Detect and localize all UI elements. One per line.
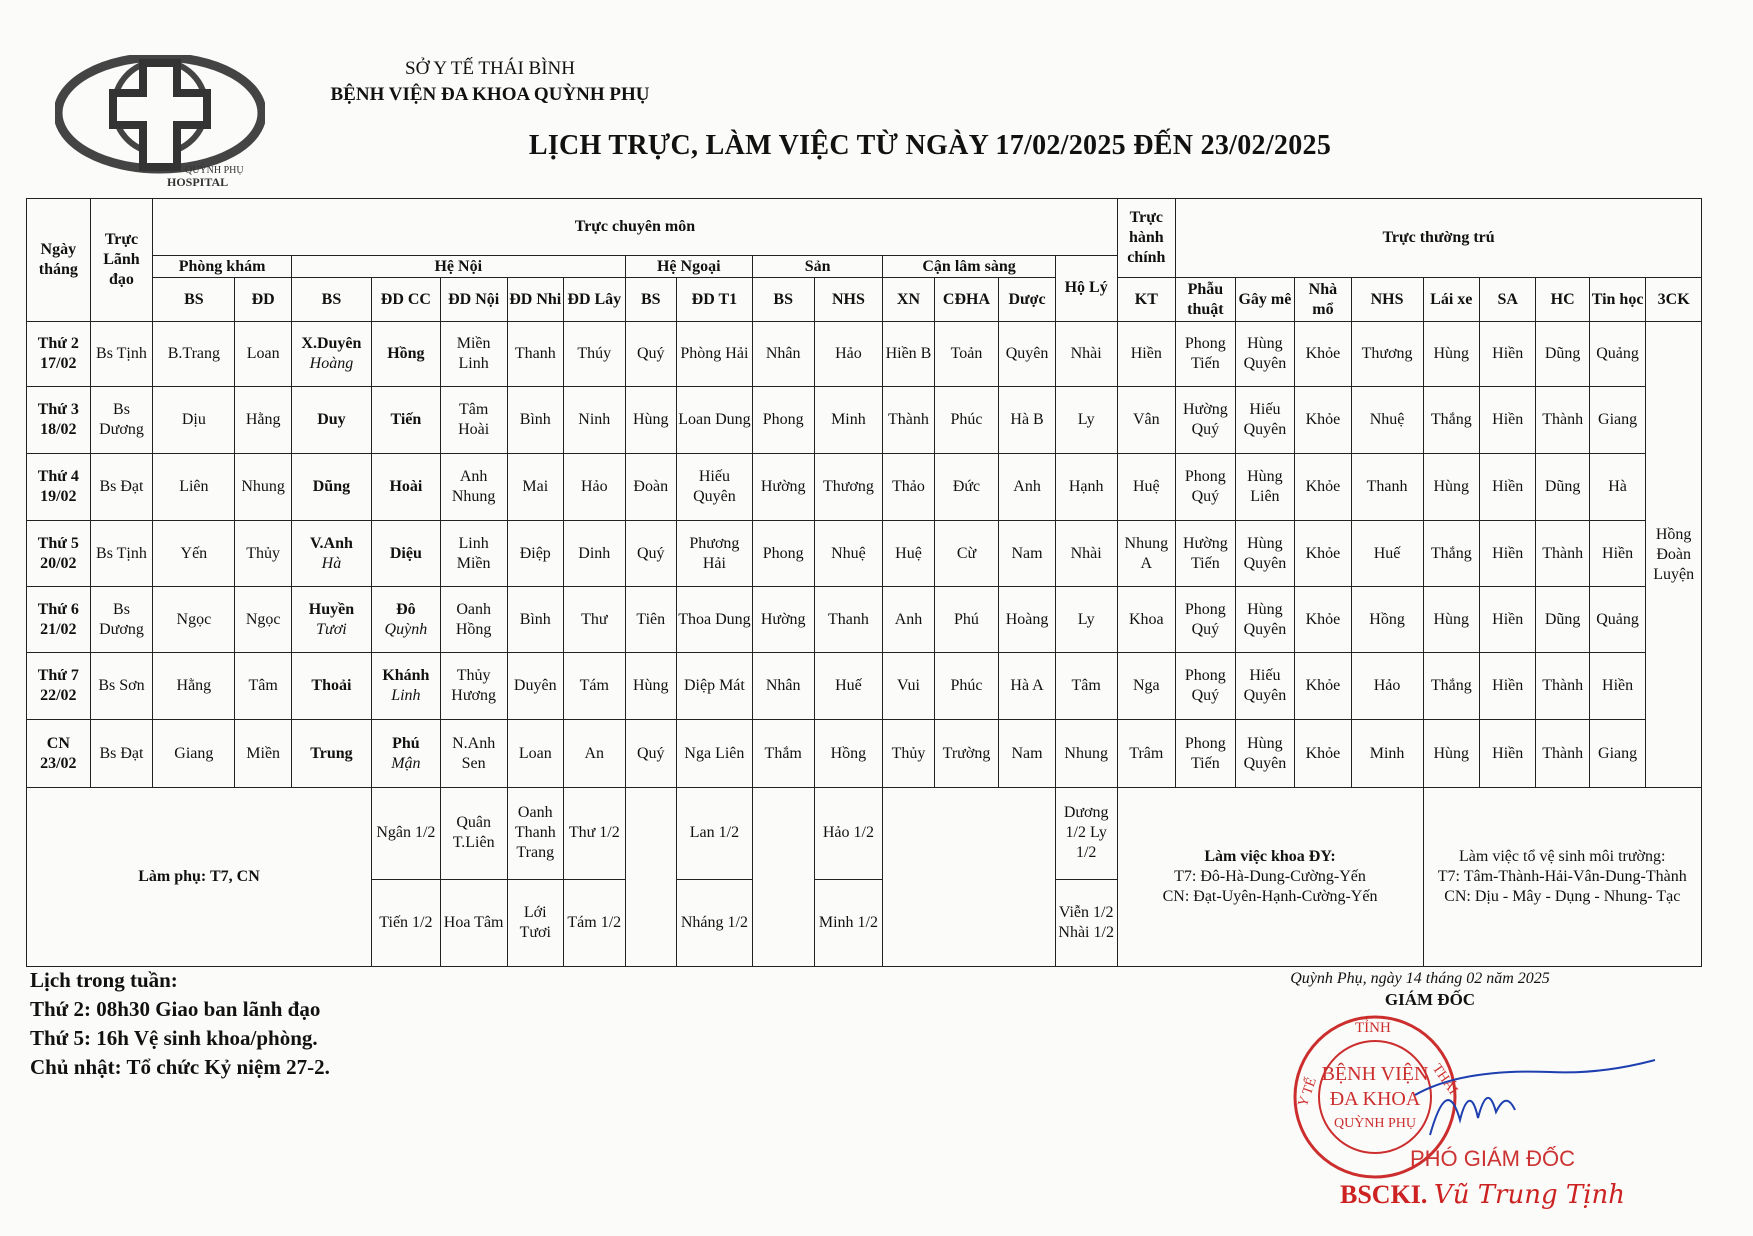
cell: Minh: [814, 386, 883, 453]
row-lead: Bs Đạt: [90, 720, 153, 788]
cell: Anh: [999, 453, 1055, 520]
cell: Vui: [883, 653, 934, 720]
cell: Thanh: [1351, 453, 1423, 520]
cell: Diệp Mát: [676, 653, 752, 720]
stamp-left: Y TẾ: [1295, 1075, 1320, 1110]
cell: Hiền: [1479, 386, 1535, 453]
row-day: Thứ 3 18/02: [27, 386, 91, 453]
table-row: [27, 653, 1702, 720]
col-gay-me: Gây mê: [1235, 278, 1295, 322]
col-san-bs: BS: [752, 278, 814, 322]
cell: Toản: [934, 321, 999, 386]
col-tin-hoc: Tin học: [1589, 278, 1645, 322]
header-resident-duty: Trực thường trú: [1176, 199, 1702, 278]
cell: Hùng: [1423, 453, 1479, 520]
weekly-title: Lịch trong tuần:: [30, 968, 178, 992]
cell: Duy: [291, 386, 371, 453]
weekly-schedule: [30, 966, 330, 1082]
cell: Loan Dung: [676, 386, 752, 453]
col-kt: KT: [1117, 278, 1176, 322]
col-3ck: 3CK: [1646, 278, 1702, 322]
cell: Hùng: [625, 386, 676, 453]
org-line-1: SỞ Y TẾ THÁI BÌNH: [405, 58, 575, 79]
col-hc: HC: [1536, 278, 1589, 322]
cell: Hiền: [1479, 521, 1535, 587]
cell: Điệp: [507, 521, 563, 587]
cell: Hiền: [1589, 653, 1645, 720]
col-3ck-value: Hồng Đoàn Luyện: [1646, 321, 1702, 787]
cell: Nhài: [1055, 321, 1117, 386]
row-day: Thứ 2 17/02: [27, 321, 91, 386]
cell: Hồng: [814, 720, 883, 788]
cell: Nhài: [1055, 521, 1117, 587]
cell: Nháng 1/2: [676, 879, 752, 966]
khoa-dy-box: [1117, 788, 1423, 967]
cell: Dinh: [563, 521, 625, 587]
table-row: [27, 453, 1702, 520]
row-lead: Bs Dương: [90, 386, 153, 453]
stamp-line-2: ĐA KHOA: [1329, 1088, 1421, 1110]
ve-sinh-box: [1423, 788, 1701, 967]
group-obstetrics: Sản: [752, 255, 882, 277]
cell: Phong Tiến: [1176, 321, 1236, 386]
cell: Tâm: [235, 653, 291, 720]
cell: Nam: [999, 720, 1055, 788]
cell: Thư 1/2: [563, 788, 625, 879]
cell: Đoàn: [625, 453, 676, 520]
cell: Ninh: [563, 386, 625, 453]
row-lead: Bs Tịnh: [90, 521, 153, 587]
cell: Thành: [1536, 720, 1589, 788]
cell: Phong: [752, 521, 814, 587]
cell: N.Anh Sen: [440, 720, 507, 788]
cell: Ly: [1055, 587, 1117, 653]
cell: Dịu: [153, 386, 235, 453]
cell: Trung: [291, 720, 371, 788]
cell: Huệ: [1117, 453, 1176, 520]
cell: Phúc: [934, 653, 999, 720]
cell: Hà: [1589, 453, 1645, 520]
cell: Hùng: [1423, 587, 1479, 653]
row-lead: Bs Sơn: [90, 653, 153, 720]
weekly-line-3: Chủ nhật: Tổ chức Kỷ niệm 27-2.: [30, 1055, 330, 1079]
group-paraclinical: Cận lâm sàng: [883, 255, 1055, 277]
cell: Phương Hải: [676, 521, 752, 587]
col-nhs: NHS: [1351, 278, 1423, 322]
cell: Ngân 1/2: [371, 788, 440, 879]
cell: Hoa Tâm: [440, 879, 507, 966]
col-dd-noi: ĐD Nội: [440, 278, 507, 322]
row-lead: Bs Đạt: [90, 453, 153, 520]
cell: Thủy: [235, 521, 291, 587]
cell: Dũng: [1536, 587, 1589, 653]
cell: Liên: [153, 453, 235, 520]
cell: Huyền Tươi: [291, 587, 371, 653]
cell: Đức: [934, 453, 999, 520]
cell: Hường: [752, 587, 814, 653]
cell: Minh: [1351, 720, 1423, 788]
cell: Thoa Dung: [676, 587, 752, 653]
cell: Hiếu Quyên: [1235, 386, 1295, 453]
cell: Hiền: [1479, 321, 1535, 386]
cell: Dũng: [1536, 321, 1589, 386]
cell: Hiền: [1589, 521, 1645, 587]
cell: Ngọc: [153, 587, 235, 653]
col-phau-thuat: Phẫu thuật: [1176, 278, 1236, 322]
cell: Thủy: [883, 720, 934, 788]
cell: Thành: [1536, 653, 1589, 720]
cell: Thảo: [883, 453, 934, 520]
cell: Nga Liên: [676, 720, 752, 788]
cell: Khỏe: [1295, 521, 1351, 587]
stamp-line-1: BỆNH VIỆN: [1321, 1063, 1429, 1085]
cell: Đô Quỳnh: [371, 587, 440, 653]
col-duoc: Dược: [999, 278, 1055, 322]
row-day: Thứ 4 19/02: [27, 453, 91, 520]
cell: Khỏe: [1295, 587, 1351, 653]
cell: Tiến: [371, 386, 440, 453]
cell: Loan: [235, 321, 291, 386]
cell: Hảo 1/2: [814, 788, 883, 879]
khoa-dy-t7: T7: Đô-Hà-Dung-Cường-Yến: [1174, 868, 1366, 886]
ve-sinh-cn: CN: Dịu - Mây - Dụng - Nhung- Tạc: [1444, 888, 1681, 906]
cell: Phú: [934, 587, 999, 653]
cell: Huế: [1351, 521, 1423, 587]
cell: Hùng: [1423, 321, 1479, 386]
cell: Dũng: [291, 453, 371, 520]
cell: Huệ: [883, 521, 934, 587]
signer-name: BSCKI. Vũ Trung Tịnh: [1340, 1180, 1626, 1210]
cell: Lới Tươi: [507, 879, 563, 966]
ve-sinh-t7: T7: Tâm-Thành-Hải-Vân-Dung-Thành: [1437, 868, 1687, 886]
cell: Hồng: [1351, 587, 1423, 653]
cell: Hùng Quyên: [1235, 521, 1295, 587]
cell: Tiến 1/2: [371, 879, 440, 966]
cell: Hồng: [371, 321, 440, 386]
cell: Khỏe: [1295, 321, 1351, 386]
cell: Hường Tiến: [1176, 521, 1236, 587]
extra-row-1: [27, 788, 1702, 879]
cell: Quý: [625, 521, 676, 587]
cell: Mai: [507, 453, 563, 520]
cell: Hạnh: [1055, 453, 1117, 520]
cell: Loan: [507, 720, 563, 788]
cell: Hoài: [371, 453, 440, 520]
row-day: Thứ 5 20/02: [27, 521, 91, 587]
cell: Nam: [999, 521, 1055, 587]
cell: Thủy Hương: [440, 653, 507, 720]
cell: Hiền: [1479, 720, 1535, 788]
cell: Giang: [153, 720, 235, 788]
table-row: [27, 587, 1702, 653]
cell: Khánh Linh: [371, 653, 440, 720]
cell: [625, 788, 676, 967]
cell: Nhân: [752, 653, 814, 720]
cell: Thắng: [1423, 521, 1479, 587]
cell: Khoa: [1117, 587, 1176, 653]
org-line-2: BỆNH VIỆN ĐA KHOA QUỲNH PHỤ: [330, 84, 650, 105]
cell: Khỏe: [1295, 720, 1351, 788]
cell: Quý: [625, 720, 676, 788]
table-row: [27, 720, 1702, 788]
cell: Lan 1/2: [676, 788, 752, 879]
col-hng-bs: BS: [625, 278, 676, 322]
cell: Hảo: [814, 321, 883, 386]
cell: Quý: [625, 321, 676, 386]
cell: Quảng: [1589, 321, 1645, 386]
cell: Khỏe: [1295, 386, 1351, 453]
page-title: LỊCH TRỰC, LÀM VIỆC TỪ NGÀY 17/02/2025 ĐẾN 23/02/2025: [528, 130, 1332, 161]
cell: Thương: [814, 453, 883, 520]
table-row: [27, 386, 1702, 453]
col-san-nhs: NHS: [814, 278, 883, 322]
header-admin-duty: Trực hành chính: [1117, 199, 1176, 278]
cell: Dũng: [1536, 453, 1589, 520]
weekly-line-2: Thứ 5: 16h Vệ sinh khoa/phòng.: [30, 1026, 318, 1050]
cell: Thanh: [507, 321, 563, 386]
cell: Hường: [752, 453, 814, 520]
cell: Nhung: [1055, 720, 1117, 788]
cell: Hằng: [153, 653, 235, 720]
cell: Hùng: [625, 653, 676, 720]
cell: Duyên: [507, 653, 563, 720]
cell: Khỏe: [1295, 453, 1351, 520]
cell: Phong: [752, 386, 814, 453]
deputy-title: PHÓ GIÁM ĐỐC: [1410, 1146, 1576, 1171]
col-dd-nhi: ĐD Nhi: [507, 278, 563, 322]
stamp-line-3: QUỲNH PHỤ: [1333, 1116, 1417, 1131]
cell: Hiền: [1479, 587, 1535, 653]
cell: Tám 1/2: [563, 879, 625, 966]
stamp-right: THÁI: [1428, 1061, 1460, 1098]
cell: Anh Nhung: [440, 453, 507, 520]
cell: Nga: [1117, 653, 1176, 720]
row-day: Thứ 6 21/02: [27, 587, 91, 653]
col-sa: SA: [1479, 278, 1535, 322]
cell: Hảo: [563, 453, 625, 520]
cell: Anh: [883, 587, 934, 653]
stamp-top: TỈNH: [1355, 1020, 1391, 1036]
cell: Miền: [235, 720, 291, 788]
cell: Vân: [1117, 386, 1176, 453]
row-lead: Bs Tịnh: [90, 321, 153, 386]
cell: [752, 788, 814, 967]
cell: Hường Quý: [1176, 386, 1236, 453]
cell: Thắm: [752, 720, 814, 788]
cell: Minh 1/2: [814, 879, 883, 966]
col-dd-lay: ĐD Lây: [563, 278, 625, 322]
cell: Phong Quý: [1176, 453, 1236, 520]
cell: Oanh Hồng: [440, 587, 507, 653]
header-leader: Trực Lãnh đạo: [90, 199, 153, 322]
cell: Hiếu Quyên: [676, 453, 752, 520]
cell: Oanh Thanh Trang: [507, 788, 563, 879]
col-cdha: CĐHA: [934, 278, 999, 322]
cell: Hiếu Quyên: [1235, 653, 1295, 720]
khoa-dy-title: Làm việc khoa ĐY:: [1204, 848, 1336, 866]
cell: Phú Mận: [371, 720, 440, 788]
cell: Quảng: [1589, 587, 1645, 653]
cell: Hiền: [1479, 653, 1535, 720]
cell: Hảo: [1351, 653, 1423, 720]
cell: An: [563, 720, 625, 788]
weekly-line-1: Thứ 2: 08h30 Giao ban lãnh đạo: [30, 997, 321, 1021]
cell: Tâm: [1055, 653, 1117, 720]
cell: Ngọc: [235, 587, 291, 653]
cell: Hùng Quyên: [1235, 321, 1295, 386]
place-date: Quỳnh Phụ, ngày 14 tháng 02 năm 2025: [1290, 970, 1550, 987]
header-professional-duty: Trực chuyên môn: [153, 199, 1117, 256]
cell: Viễn 1/2 Nhài 1/2: [1055, 879, 1117, 966]
cell: Phòng Hải: [676, 321, 752, 386]
cell: Thành: [1536, 386, 1589, 453]
col-pk-bs: BS: [153, 278, 235, 322]
row-lead: Bs Dương: [90, 587, 153, 653]
cell: Bình: [507, 386, 563, 453]
cell: Phong Tiến: [1176, 720, 1236, 788]
cell: Thương: [1351, 321, 1423, 386]
cell: Phong Quý: [1176, 587, 1236, 653]
cell: Cừ: [934, 521, 999, 587]
cell: Hùng Liên: [1235, 453, 1295, 520]
cell: Thúy: [563, 321, 625, 386]
group-clinic: Phòng khám: [153, 255, 292, 277]
cell: Thắng: [1423, 653, 1479, 720]
director-title: GIÁM ĐỐC: [1384, 990, 1476, 1009]
cell: Thành: [1536, 521, 1589, 587]
table-row: [27, 521, 1702, 587]
logo-text-1: QUỲNH PHỤ: [185, 165, 244, 176]
schedule-table: [26, 198, 1702, 967]
cell: [883, 788, 1055, 967]
col-pk-dd: ĐD: [235, 278, 291, 322]
cell: Miền Linh: [440, 321, 507, 386]
col-hn-bs: BS: [291, 278, 371, 322]
col-nha-mo: Nhà mổ: [1295, 278, 1351, 322]
cell: Linh Miền: [440, 521, 507, 587]
cell: Trâm: [1117, 720, 1176, 788]
cell: Nhân: [752, 321, 814, 386]
cell: Trường: [934, 720, 999, 788]
table-row: [27, 321, 1702, 386]
cell: Nhuệ: [1351, 386, 1423, 453]
cell: Thư: [563, 587, 625, 653]
cell: Nhuệ: [814, 521, 883, 587]
cell: Giang: [1589, 386, 1645, 453]
col-xn: XN: [883, 278, 934, 322]
cell: Hùng: [1423, 720, 1479, 788]
cell: Hằng: [235, 386, 291, 453]
cell: Thanh: [814, 587, 883, 653]
col-ho-ly: Hộ Lý: [1055, 255, 1117, 321]
group-internal: Hệ Nội: [291, 255, 625, 277]
col-dd-cc: ĐD CC: [371, 278, 440, 322]
cell: Hiền: [1479, 453, 1535, 520]
cell: Hiền: [1117, 321, 1176, 386]
cell: Hà A: [999, 653, 1055, 720]
cell: X.Duyên Hoàng: [291, 321, 371, 386]
cell: Huế: [814, 653, 883, 720]
row-day: CN 23/02: [27, 720, 91, 788]
cell: Tâm Hoài: [440, 386, 507, 453]
cell: Ly: [1055, 386, 1117, 453]
signature-icon: [1410, 1040, 1660, 1160]
header-date: Ngày tháng: [27, 199, 91, 322]
cell: Nhung: [235, 453, 291, 520]
cell: Hà B: [999, 386, 1055, 453]
row-day: Thứ 7 22/02: [27, 653, 91, 720]
cell: Khỏe: [1295, 653, 1351, 720]
cell: Quyên: [999, 321, 1055, 386]
cell: Yến: [153, 521, 235, 587]
cell: Tám: [563, 653, 625, 720]
cell: Tiên: [625, 587, 676, 653]
cell: Thành: [883, 386, 934, 453]
cell: Hùng Quyên: [1235, 587, 1295, 653]
cell: Nhung A: [1117, 521, 1176, 587]
col-dd-t1: ĐD T1: [676, 278, 752, 322]
cell: Bình: [507, 587, 563, 653]
khoa-dy-cn: CN: Đạt-Uyên-Hạnh-Cường-Yến: [1162, 888, 1378, 906]
cell: Phúc: [934, 386, 999, 453]
cell: Diệu: [371, 521, 440, 587]
ve-sinh-title: Làm việc tổ vệ sinh môi trường:: [1459, 848, 1666, 866]
cell: Hùng Quyên: [1235, 720, 1295, 788]
cell: Hoàng: [999, 587, 1055, 653]
col-lai-xe: Lái xe: [1423, 278, 1479, 322]
cell: Giang: [1589, 720, 1645, 788]
cell: Hiền B: [883, 321, 934, 386]
cell: Dương 1/2 Ly 1/2: [1055, 788, 1117, 879]
cell: Thoải: [291, 653, 371, 720]
logo-text-2: HOSPITAL: [167, 175, 229, 189]
group-surgery: Hệ Ngoại: [625, 255, 752, 277]
cell: Thắng: [1423, 386, 1479, 453]
cell: Quân T.Liên: [440, 788, 507, 879]
cell: B.Trang: [153, 321, 235, 386]
lam-phu-label: Làm phụ: T7, CN: [27, 788, 372, 967]
hospital-logo-icon: [55, 55, 265, 190]
cell: Phong Quý: [1176, 653, 1236, 720]
cell: V.Anh Hà: [291, 521, 371, 587]
